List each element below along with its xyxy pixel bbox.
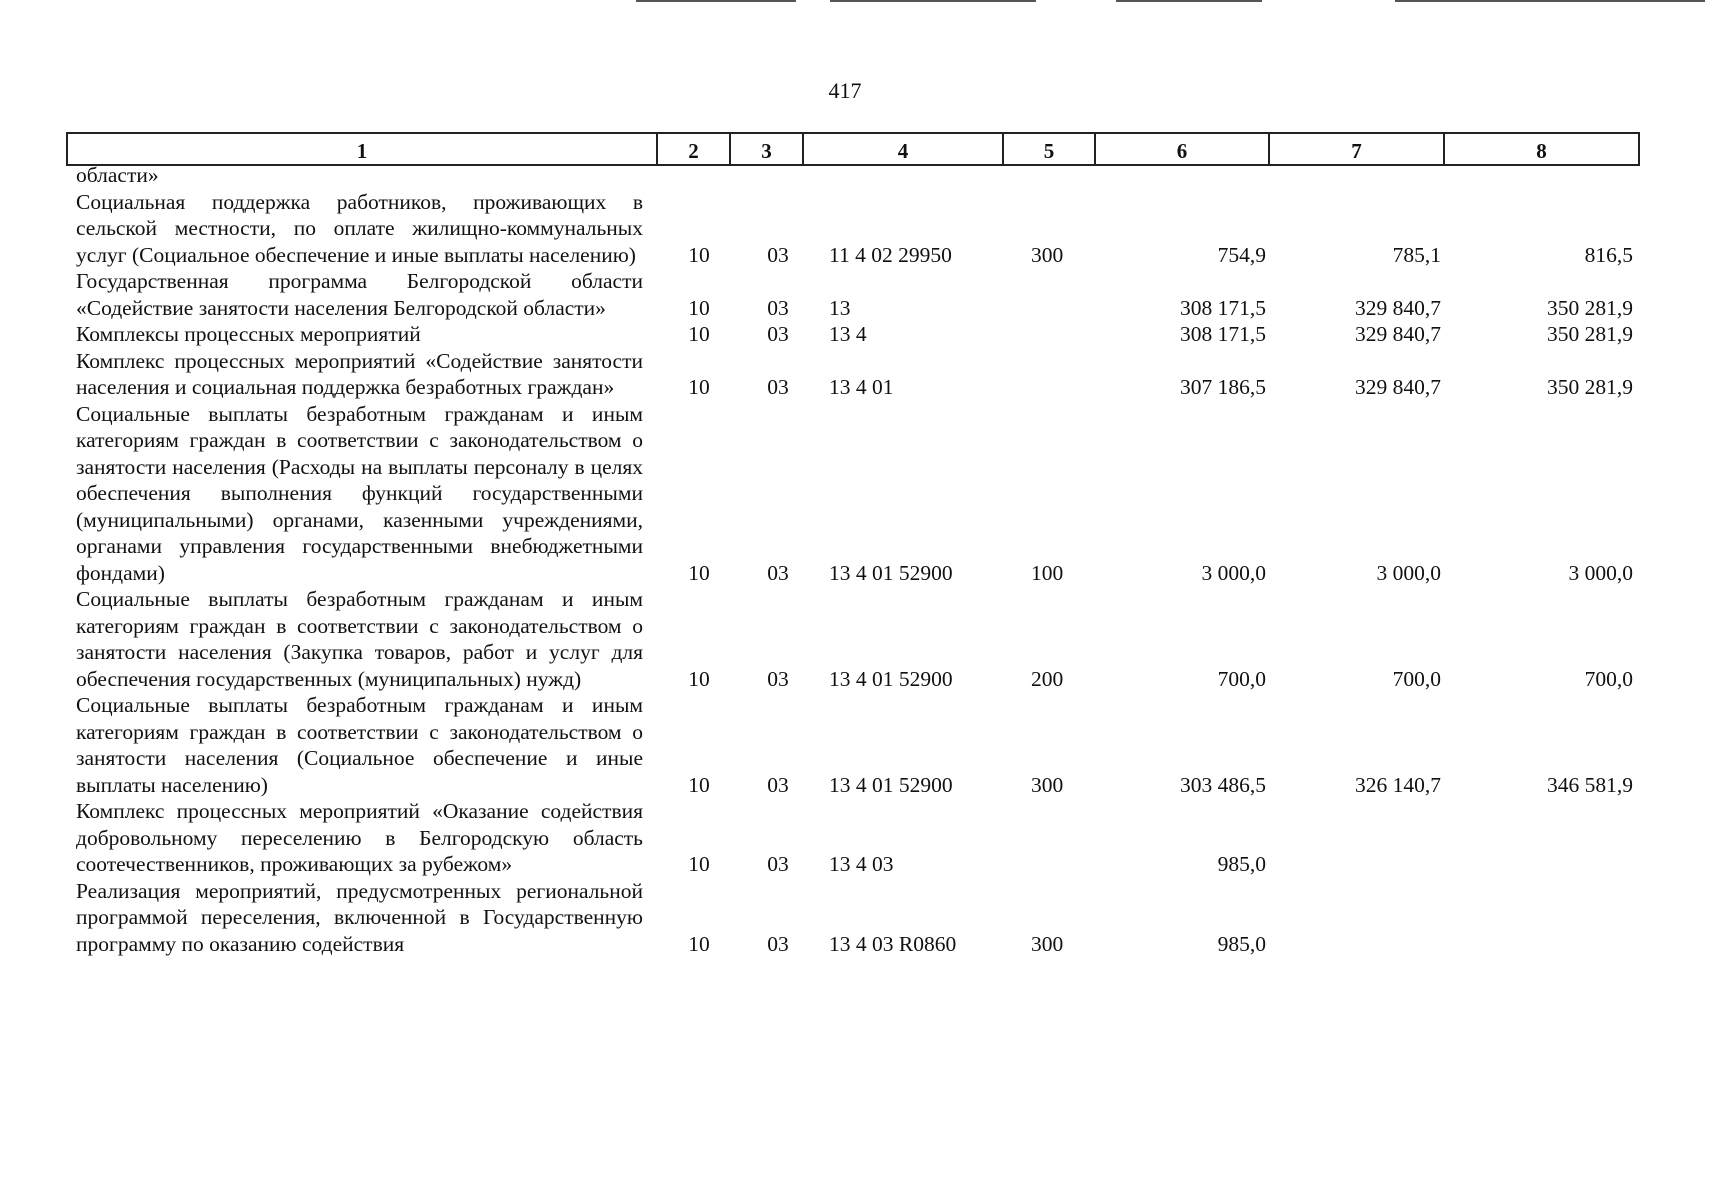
row-description: Комплекс процессных мероприятий «Оказание содействия добровольному переселению в Белгородскую область соотечественников, проживающих за рубежом»	[76, 799, 643, 876]
row-description: Социальные выплаты безработным гражданам и иным категориям граждан в соответствии с законодательством о занятости населения (Закупка товаров, работ и услуг для обеспечения государственных (муниципальных) нужд)	[76, 587, 643, 691]
cell-section: 10	[688, 852, 710, 876]
cell-amount-col6: 308 171,5	[1180, 322, 1266, 346]
row-description: области»	[76, 163, 159, 187]
header-cell-2: 2	[658, 134, 731, 164]
cell-amount-col6: 985,0	[1217, 931, 1266, 956]
table-row	[76, 401, 1636, 587]
header-cell-3: 3	[731, 134, 804, 164]
header-cell-4: 4	[804, 134, 1004, 164]
table-row	[76, 798, 1636, 878]
cell-section: 10	[688, 931, 710, 956]
row-description: Социальные выплаты безработным гражданам и иным категориям граждан в соответствии с законодательством о занятости населения (Расходы на выплаты персоналу в целях обеспечения выполнения функций государственными (муниципальными) органами, казенными учреждениями, органами управления государственными внебюджетными фондами)	[76, 401, 643, 585]
cell-subsection: 03	[767, 375, 789, 399]
table-row	[76, 189, 1636, 269]
cell-target-article: 13 4 03 R0860	[829, 931, 957, 956]
cell-target-article: 13 4	[829, 322, 867, 346]
cell-target-article: 11 4 02 29950	[829, 242, 952, 267]
cell-target-article: 13 4 01 52900	[829, 772, 953, 797]
cell-amount-col8: 350 281,9	[1547, 322, 1633, 346]
cell-amount-col7: 3 000,0	[1376, 560, 1441, 585]
header-cell-8: 8	[1536, 138, 1547, 163]
table-header	[66, 132, 1640, 166]
table-row	[76, 586, 1636, 692]
cell-subsection: 03	[767, 295, 789, 320]
cell-subsection: 03	[767, 666, 789, 691]
cell-section: 10	[688, 375, 710, 399]
cell-expense-type: 100	[1031, 560, 1064, 585]
cell-section: 10	[688, 666, 710, 691]
cell-target-article: 13 4 01	[829, 375, 894, 399]
cell-amount-col6: 985,0	[1217, 852, 1266, 876]
cell-section: 10	[688, 295, 710, 320]
row-description: Комплексы процессных мероприятий	[76, 322, 421, 346]
cell-target-article: 13 4 03	[829, 852, 894, 876]
table-row	[76, 692, 1636, 798]
table-body	[76, 162, 1636, 957]
cell-amount-col7: 329 840,7	[1355, 322, 1441, 346]
cell-expense-type: 300	[1031, 931, 1064, 956]
header-cell-7: 7	[1270, 134, 1445, 164]
cell-amount-col6: 700,0	[1217, 666, 1266, 691]
cell-amount-col8: 3 000,0	[1568, 560, 1633, 585]
cell-amount-col8: 700,0	[1584, 666, 1633, 691]
cell-expense-type: 200	[1031, 666, 1064, 691]
cell-amount-col8: 816,5	[1584, 242, 1633, 267]
scan-edge-line	[830, 0, 1036, 2]
cell-expense-type: 300	[1031, 242, 1064, 267]
scan-edge-line	[636, 0, 796, 2]
cell-section: 10	[688, 560, 710, 585]
table-row	[76, 321, 1636, 348]
row-description: Социальные выплаты безработным гражданам и иным категориям граждан в соответствии с законодательством о занятости населения (Социальное обеспечение и иные выплаты населению)	[76, 693, 643, 797]
row-description: Комплекс процессных мероприятий «Содействие занятости населения и социальная поддержка безработных граждан»	[76, 348, 643, 399]
cell-section: 10	[688, 322, 710, 346]
cell-target-article: 13 4 01 52900	[829, 666, 953, 691]
cell-amount-col7: 700,0	[1392, 666, 1441, 691]
cell-subsection: 03	[767, 242, 789, 267]
cell-target-article: 13 4 01 52900	[829, 560, 953, 585]
cell-amount-col7: 329 840,7	[1355, 375, 1441, 399]
header-cell-5: 5	[1004, 134, 1096, 164]
cell-section: 10	[688, 772, 710, 797]
cell-expense-type: 300	[1031, 772, 1064, 797]
cell-subsection: 03	[767, 560, 789, 585]
cell-amount-col6: 303 486,5	[1180, 772, 1266, 797]
header-cell-6: 6	[1096, 134, 1270, 164]
table-row	[76, 878, 1636, 958]
cell-subsection: 03	[767, 931, 789, 956]
scan-edge-line	[1116, 0, 1262, 2]
table-row	[76, 268, 1636, 321]
cell-target-article: 13	[829, 295, 851, 320]
cell-amount-col6: 754,9	[1217, 242, 1266, 267]
cell-amount-col7: 785,1	[1392, 242, 1441, 267]
cell-amount-col8: 350 281,9	[1547, 375, 1633, 399]
cell-amount-col6: 308 171,5	[1180, 295, 1266, 320]
cell-amount-col8: 346 581,9	[1547, 772, 1633, 797]
cell-subsection: 03	[767, 852, 789, 876]
cell-amount-col7: 329 840,7	[1355, 295, 1441, 320]
table-row	[76, 348, 1636, 401]
cell-amount-col6: 307 186,5	[1180, 375, 1266, 399]
cell-amount-col8: 350 281,9	[1547, 295, 1633, 320]
cell-amount-col7: 326 140,7	[1355, 772, 1441, 797]
cell-section: 10	[688, 242, 710, 267]
cell-subsection: 03	[767, 322, 789, 346]
page-number: 417	[828, 78, 862, 103]
row-description: Реализация мероприятий, предусмотренных региональной программой переселения, включенной в Государственную программу по оказанию содействия	[76, 878, 643, 956]
header-cell-1: 1	[68, 134, 658, 164]
scan-edge-line	[1395, 0, 1705, 2]
row-description: Государственная программа Белгородской области «Содействие занятости населения Белгородской области»	[76, 269, 643, 320]
cell-amount-col6: 3 000,0	[1201, 560, 1266, 585]
cell-subsection: 03	[767, 772, 789, 797]
row-description: Социальная поддержка работников, проживающих в сельской местности, по оплате жилищно-коммунальных услуг (Социальное обеспечение и иные выплаты населению)	[76, 189, 643, 267]
table-row	[76, 162, 1636, 189]
